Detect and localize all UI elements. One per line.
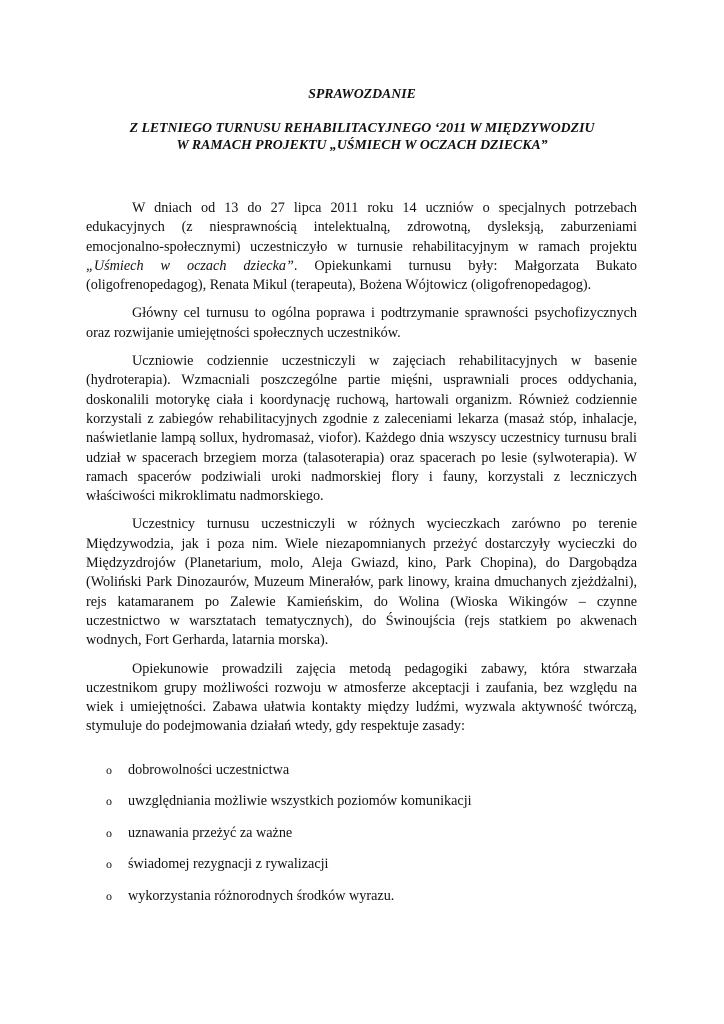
list-item-label: dobrowolności uczestnictwa — [128, 762, 290, 778]
document-subtitle-line2: W RAMACH PROJEKTU „UŚMIECH W OCZACH DZIECKA” — [176, 137, 548, 152]
list-item — [106, 793, 626, 824]
paragraph-goal: Główny cel turnusu to ogólna poprawa i podtrzymanie sprawności psychofizycznych oraz rozwijanie umiejętności społecznych uczestników. — [86, 305, 637, 341]
document-subtitle-line1: Z LETNIEGO TURNUSU REHABILITACYJNEGO ‘2011 W MIĘDZYWODZIU — [129, 120, 595, 135]
bullet-icon: o — [106, 888, 112, 903]
project-name: „Uśmiech w oczach dziecka” — [86, 257, 294, 274]
report-body — [86, 199, 637, 746]
list-item-label: uwzględniania możliwie wszystkich poziomów komunikacji — [128, 793, 472, 810]
paragraph-trips: Uczestnicy turnusu uczestniczyli w różnych wycieczkach zarówno po terenie Międzywodzia, jak i poza nim. Wiele niezapomnianych przeżyć dostarczyły wycieczki do Międzyzdrojów (Planetarium, molo, Aleja Gwiazd, kino, Park Chopina), do Dargobądza (Woliński Park Dinozaurów, Muzeum Minerałów, park linowy, kraina dmuchanych zjeżdżalni), rejs katamaranem po Zalewie Kamieńskim, do Wolina (Wioska Wikingów – czynne uczestnictwo w warsztatach tematycznych), do Świnoujścia (rejs statkiem po akwenach wodnych, Fort Gerharda, latarnia morska). — [86, 516, 637, 649]
list-item — [106, 825, 626, 856]
paragraph-participants — [86, 199, 637, 295]
bullet-icon: o — [106, 857, 112, 872]
paragraph-participants-text-a: W dniach od 13 do 27 lipca 2011 roku 14 uczniów o specjalnych potrzebach edukacyjnych (z niesprawnością intelektualną, zdrowotną, dysleksją, zaburzeniami emocjonalno-społecznymi) uczestniczyło w turnusie rehabilitacyjnym w ramach projektu — [86, 200, 637, 255]
list-item — [106, 888, 626, 919]
bullet-icon: o — [106, 763, 112, 777]
list-item-label: świadomej rezygnacji z rywalizacji — [128, 856, 329, 873]
bullet-icon: o — [106, 825, 112, 840]
list-item-label: wykorzystania różnorodnych środków wyrazu. — [128, 887, 395, 904]
bullet-icon: o — [106, 794, 112, 809]
paragraph-rehabilitation: Uczniowie codziennie uczestniczyli w zajęciach rehabilitacyjnych w basenie (hydroterapia). Wzmacniali poszczególne partie mięśni, usprawniali proces oddychania, doskonalili motorykę ciała i koordynację ruchową, hartowali organizm. Również codziennie korzystali z zabiegów rehabilitacyjnych zgodnie z zaleceniami lekarza (masaż stóp, inhalacje, naświetlanie lampą sollux, hydromasaż, viofor). Każdego dnia wszyscy uczestnicy turnusu brali udział w spacerach brzegiem morza (talasoterapia) oraz spacerach po lesie (sylwoterapia). W ramach spacerów podziwiali uroki nadmorskiej flory i fauny, korzystali z leczniczych właściwości mikroklimatu nadmorskiego. — [86, 353, 637, 505]
document-title: SPRAWOZDANIE — [308, 86, 416, 101]
paragraph-participants-text-b: . Opiekunkami turnusu były: Małgorzata Bukato (oligofrenopedagog), Renata Mikul (terapeuta), Bożena Wójtowicz (oligofrenopedagog). — [86, 257, 637, 294]
list-item — [106, 856, 626, 887]
paragraph-pedagogy: Opiekunowie prowadzili zajęcia metodą pedagogiki zabawy, która stwarzała uczestnikom grupy możliwości rozwoju w atmosferze akceptacji i zaufania, bez względu na wiek i umiejętności. Zabawa ułatwia kontakty między ludźmi, wyzwala aktywność twórczą, stymuluje do podejmowania działań wtedy, gdy respektuje zasady: — [86, 660, 637, 735]
list-item — [106, 762, 626, 793]
list-item-label: uznawania przeżyć za ważne — [128, 824, 293, 841]
principles-list — [106, 762, 626, 919]
